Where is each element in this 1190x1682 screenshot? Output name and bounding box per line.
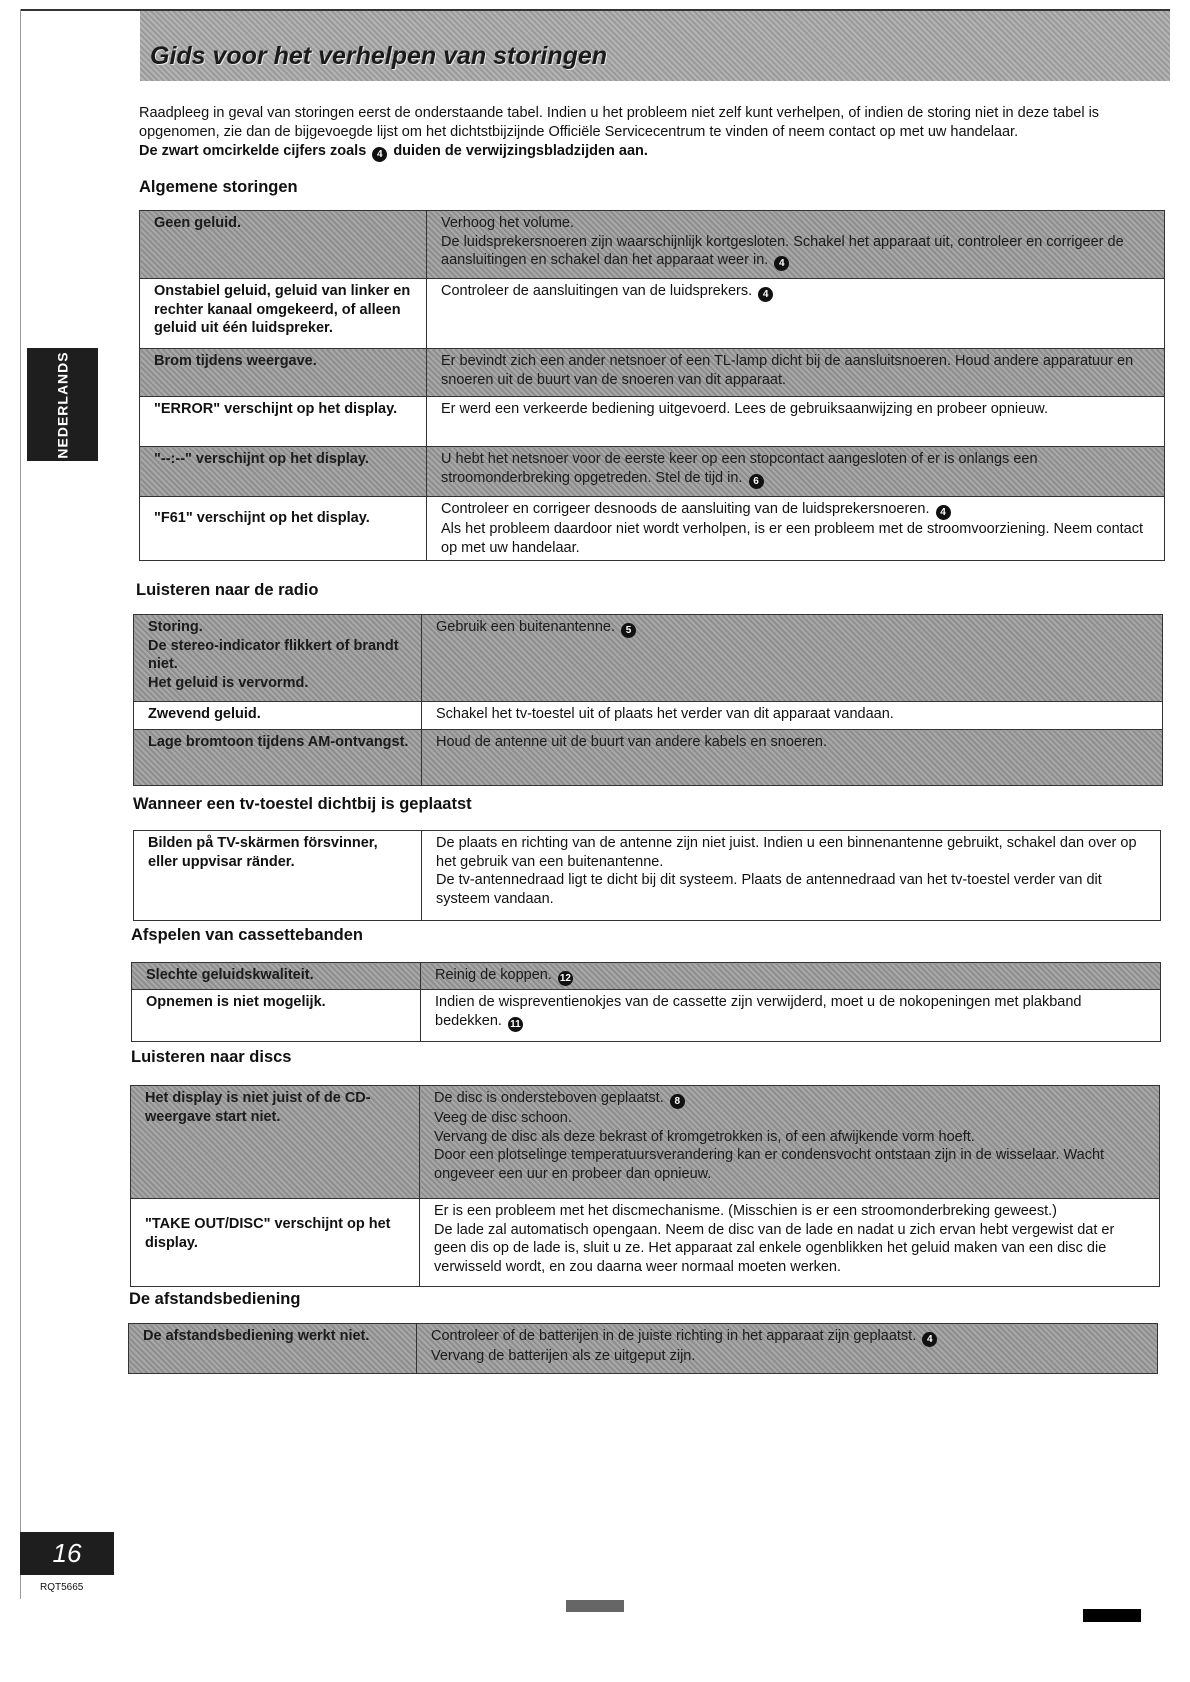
tv-table bbox=[133, 830, 1161, 921]
solution-line: De luidsprekersnoeren zijn waarschijnlijk kortgesloten. Schakel het apparaat uit, controleer en corrigeer de aansluitingen en schakel dan het apparaat weer in. 4 bbox=[441, 233, 1124, 269]
problem-cell: Brom tijdens weergave. bbox=[140, 349, 427, 397]
solution-cell: Er werd een verkeerde bediening uitgevoerd. Lees de gebruiksaanwijzing en probeer opnieuw. bbox=[427, 397, 1165, 447]
general-table bbox=[139, 210, 1165, 561]
page-number: 16 bbox=[20, 1532, 114, 1575]
table-row bbox=[140, 447, 1165, 497]
problem-cell: "TAKE OUT/DISC" verschijnt op het display. bbox=[131, 1199, 420, 1287]
model-code: RQT5665 bbox=[40, 1582, 84, 1593]
section-heading-tv: Wanneer een tv-toestel dichtbij is geplaatst bbox=[133, 795, 472, 813]
solution-cell: Houd de antenne uit de buurt van andere kabels en snoeren. bbox=[422, 730, 1163, 786]
section-heading-general: Algemene storingen bbox=[139, 178, 298, 196]
problem-cell: Zwevend geluid. bbox=[134, 702, 422, 730]
solution-cell bbox=[427, 497, 1165, 561]
solution-line: De plaats en richting van de antenne zijn niet juist. Indien u een binnenantenne gebruikt, schakel dan over op het gebruik van een buitenantenne. bbox=[436, 835, 1137, 870]
reference-circle-icon: 4 bbox=[774, 256, 789, 271]
solution-line: De lade zal automatisch opengaan. Neem de disc van de lade en nadat u zich ervan hebt vergewist dat er geen dis op de lade is, sluit u ze. Het apparaat zal enkele ogenblikken het geluid maken van een disc die verwisseld wordt, en zou daarna weer normaal moeten werken. bbox=[434, 1221, 1115, 1275]
table-row bbox=[134, 702, 1163, 730]
solution-line: Controleer of de batterijen in de juiste richting in het apparaat zijn geplaatst. 4 bbox=[431, 1327, 1147, 1347]
page-title: Gids voor het verhelpen van storingen bbox=[150, 42, 608, 70]
reference-circle-icon: 4 bbox=[372, 147, 387, 162]
section-heading-radio: Luisteren naar de radio bbox=[136, 581, 319, 599]
title-banner bbox=[140, 11, 1170, 81]
table-row bbox=[140, 397, 1165, 447]
table-row bbox=[131, 1199, 1160, 1287]
reference-circle-icon: 11 bbox=[508, 1017, 523, 1032]
solution-cell bbox=[420, 1086, 1160, 1199]
solution-cell: Er bevindt zich een ander netsnoer of een TL-lamp dicht bij de aansluitsnoeren. Houd andere apparatuur en snoeren uit de buurt van de snoeren van dit apparaat. bbox=[427, 349, 1165, 397]
discs-table bbox=[130, 1085, 1160, 1287]
solution-cell: Indien de wispreventienokjes van de cassette zijn verwijderd, moet u de nokopeningen met plakband bedekken. 11 bbox=[421, 990, 1161, 1042]
reference-circle-icon: 4 bbox=[758, 287, 773, 302]
solution-line: Veeg de disc schoon. bbox=[434, 1110, 572, 1126]
reference-circle-icon: 8 bbox=[670, 1094, 685, 1109]
cassette-table bbox=[131, 962, 1161, 1042]
solution-cell: Schakel het tv-toestel uit of plaats het verder van dit apparaat vandaan. bbox=[422, 702, 1163, 730]
problem-cell: Onstabiel geluid, geluid van linker en rechter kanaal omgekeerd, of alleen geluid uit één luidspreker. bbox=[140, 279, 427, 349]
solution-line: Controleer en corrigeer desnoods de aansluiting van de luidsprekersnoeren. 4 bbox=[441, 500, 1154, 520]
section-heading-discs: Luisteren naar discs bbox=[131, 1048, 292, 1066]
table-row bbox=[140, 497, 1165, 561]
table-row bbox=[134, 730, 1163, 786]
solution-cell bbox=[427, 211, 1165, 279]
section-heading-cassette: Afspelen van cassettebanden bbox=[131, 926, 363, 944]
table-row bbox=[140, 279, 1165, 349]
problem-cell: Bilden på TV-skärmen försvinner, eller uppvisar ränder. bbox=[134, 831, 422, 921]
reference-circle-icon: 6 bbox=[749, 474, 764, 489]
reference-note bbox=[139, 142, 1174, 162]
problem-cell: Lage bromtoon tijdens AM-ontvangst. bbox=[134, 730, 422, 786]
table-row bbox=[132, 990, 1161, 1042]
problem-cell: "F61" verschijnt op het display. bbox=[140, 497, 427, 561]
reference-circle-icon: 4 bbox=[936, 505, 951, 520]
table-row bbox=[140, 349, 1165, 397]
table-row bbox=[134, 831, 1161, 921]
registration-mark bbox=[1083, 1609, 1141, 1622]
reference-circle-icon: 12 bbox=[559, 973, 571, 984]
problem-cell: Storing. De stereo-indicator flikkert of brandt niet. Het geluid is vervormd. bbox=[134, 615, 422, 702]
problem-cell: De afstandsbediening werkt niet. bbox=[129, 1324, 417, 1374]
radio-table bbox=[133, 614, 1163, 786]
intro-text bbox=[139, 104, 1174, 162]
left-margin-rule bbox=[20, 9, 21, 1599]
solution-cell bbox=[417, 1324, 1158, 1374]
solution-cell: Controleer de aansluitingen van de luidsprekers. 4 bbox=[427, 279, 1165, 349]
table-row bbox=[140, 211, 1165, 279]
reference-circle-icon: 4 bbox=[922, 1332, 937, 1347]
table-row bbox=[131, 1086, 1160, 1199]
section-heading-remote: De afstandsbediening bbox=[129, 1290, 301, 1308]
solution-line: Als het probleem daardoor niet wordt verholpen, is er een probleem met de stroomvoorziening. Neem contact op met uw handelaar. bbox=[441, 521, 1144, 556]
table-row bbox=[129, 1324, 1158, 1374]
registration-mark bbox=[566, 1600, 624, 1612]
solution-line: Door een plotselinge temperatuursverandering kan er condensvocht ontstaan zijn in de wisselaar. Wacht ongeveer een uur en probeer dan opnieuw. bbox=[434, 1147, 1105, 1182]
solution-cell: Gebruik een buitenantenne. 5 bbox=[422, 615, 1163, 702]
solution-cell bbox=[420, 1199, 1160, 1287]
solution-line: De tv-antennedraad ligt te dicht bij dit systeem. Plaats de antennedraad van het tv-toestel verder van dit systeem vandaan. bbox=[436, 872, 1102, 907]
solution-line: Vervang de batterijen als ze uitgeput zijn. bbox=[431, 1348, 696, 1364]
solution-cell bbox=[422, 831, 1161, 921]
table-row bbox=[132, 963, 1161, 990]
problem-cell: Opnemen is niet mogelijk. bbox=[132, 990, 421, 1042]
language-side-tab bbox=[27, 348, 98, 461]
language-label: NEDERLANDS bbox=[54, 350, 71, 459]
reference-note-start: De zwart omcirkelde cijfers zoals bbox=[139, 143, 367, 159]
problem-cell: Slechte geluidskwaliteit. bbox=[132, 963, 421, 990]
solution-line: Vervang de disc als deze bekrast of kromgetrokken is, of een afwijkende vorm hoeft. bbox=[434, 1128, 975, 1145]
problem-cell: "ERROR" verschijnt op het display. bbox=[140, 397, 427, 447]
remote-table bbox=[128, 1323, 1158, 1374]
problem-cell: "--:--" verschijnt op het display. bbox=[140, 447, 427, 497]
problem-cell: Het display is niet juist of de CD-weergave start niet. bbox=[131, 1086, 420, 1199]
reference-circle-icon: 5 bbox=[621, 623, 636, 638]
reference-note-end: duiden de verwijzingsbladzijden aan. bbox=[393, 143, 648, 159]
table-row bbox=[134, 615, 1163, 702]
solution-cell: Reinig de koppen. 12 bbox=[421, 963, 1161, 990]
solution-cell: U hebt het netsnoer voor de eerste keer op een stopcontact aangesloten of er is onlangs een stroomonderbreking opgetreden. Stel de tijd in. 6 bbox=[427, 447, 1165, 497]
intro-paragraph: Raadpleeg in geval van storingen eerst de onderstaande tabel. Indien u het probleem niet zelf kunt verhelpen, of indien de storing niet in deze tabel is opgenomen, zie dan de bijgevoegde lijst om het dichtstbijzijnde Officiële Servicecentrum te vinden of neem contact op met uw handelaar. bbox=[139, 105, 1100, 140]
solution-line: De disc is ondersteboven geplaatst. 8 bbox=[434, 1089, 1149, 1109]
solution-line: Er is een probleem met het discmechanisme. (Misschien is er een stroomonderbreking geweest.) bbox=[434, 1203, 1057, 1219]
problem-cell: Geen geluid. bbox=[140, 211, 427, 279]
solution-line: Verhoog het volume. bbox=[441, 215, 575, 231]
